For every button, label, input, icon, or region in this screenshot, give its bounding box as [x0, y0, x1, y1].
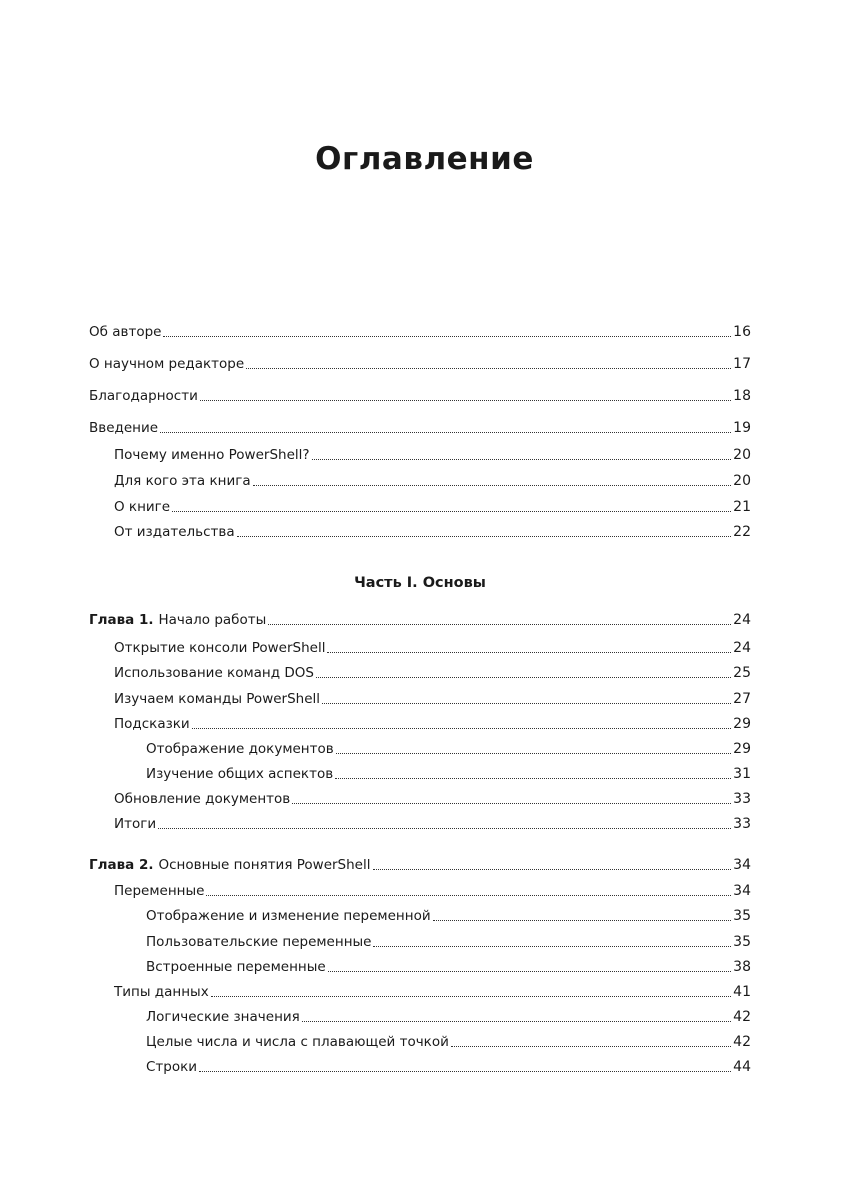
toc-entry-title: Встроенные переменные: [146, 959, 326, 975]
toc-subentry[interactable]: [89, 714, 751, 734]
toc-entry-title: Типы данных: [114, 984, 209, 1000]
table-of-contents: [89, 0, 751, 1200]
toc-subentry[interactable]: [89, 638, 751, 658]
chapter-label: Глава 1.: [89, 612, 154, 628]
toc-subentry[interactable]: [89, 471, 751, 491]
toc-entry-title: Обновление документов: [114, 791, 291, 807]
toc-entry-title: Основные понятия PowerShell: [158, 857, 371, 873]
dot-leader: [200, 399, 731, 401]
toc-entry-title: Отображение документов: [146, 741, 334, 757]
dot-leader: [192, 727, 731, 729]
dot-leader: [327, 651, 731, 653]
toc-entry-title: Начало работы: [158, 612, 267, 628]
toc-entry-title: Использование команд DOS: [114, 665, 314, 681]
toc-entry-page: 16: [733, 324, 751, 340]
toc-entry-title: От издательства: [114, 524, 235, 540]
toc-entry-page: 31: [733, 766, 751, 782]
toc-entry[interactable]: [89, 322, 751, 342]
toc-entry-page: 25: [733, 665, 751, 681]
dot-leader: [312, 458, 732, 460]
toc-entry-page: 21: [733, 499, 751, 515]
toc-entry-title: Изучение общих аспектов: [146, 766, 334, 782]
toc-subsubentry[interactable]: [89, 932, 751, 952]
part-heading: Часть I. Основы: [354, 575, 486, 591]
dot-leader: [373, 868, 732, 870]
toc-entry-page: 38: [733, 959, 751, 975]
dot-leader: [160, 431, 731, 433]
dot-leader: [451, 1045, 731, 1047]
toc-entry-page: 35: [733, 934, 751, 950]
toc-entry-page: 29: [733, 716, 751, 732]
dot-leader: [322, 702, 731, 704]
toc-entry-page: 35: [733, 908, 751, 924]
toc-chapter[interactable]: [89, 855, 751, 875]
dot-leader: [172, 510, 731, 512]
toc-entry-title: Итоги: [114, 816, 157, 832]
toc-entry-page: 17: [733, 356, 751, 372]
toc-entry-title: Открытие консоли PowerShell: [114, 640, 326, 656]
toc-subsubentry[interactable]: [89, 957, 751, 977]
toc-entry-title: Изучаем команды PowerShell: [114, 691, 321, 707]
toc-subentry[interactable]: [89, 982, 751, 1002]
toc-subentry[interactable]: [89, 881, 751, 901]
toc-entry-title: Введение: [89, 420, 159, 436]
toc-entry-page: 20: [733, 473, 751, 489]
toc-subentry[interactable]: [89, 445, 751, 465]
dot-leader: [237, 535, 732, 537]
toc-entry-title: Благодарности: [89, 388, 198, 404]
dot-leader: [199, 1070, 731, 1072]
toc-subentry[interactable]: [89, 497, 751, 517]
dot-leader: [163, 335, 731, 337]
toc-entry-title: Об авторе: [89, 324, 162, 340]
toc-subsubentry[interactable]: [89, 906, 751, 926]
toc-entry-page: 34: [733, 883, 751, 899]
dot-leader: [158, 827, 731, 829]
toc-entry-page: 20: [733, 447, 751, 463]
toc-subentry[interactable]: [89, 689, 751, 709]
toc-subentry[interactable]: [89, 814, 751, 834]
dot-leader: [316, 676, 731, 678]
toc-entry-page: 24: [733, 612, 751, 628]
toc-entry-page: 29: [733, 741, 751, 757]
toc-entry-title: Логические значения: [146, 1009, 300, 1025]
chapter-label: Глава 2.: [89, 857, 154, 873]
dot-leader: [206, 894, 731, 896]
toc-entry-title: Строки: [146, 1059, 198, 1075]
toc-entry-title: Почему именно PowerShell?: [114, 447, 310, 463]
toc-entry-page: 42: [733, 1009, 751, 1025]
dot-leader: [336, 752, 731, 754]
toc-entry[interactable]: [89, 354, 751, 374]
toc-entry-page: 33: [733, 816, 751, 832]
toc-entry-page: 18: [733, 388, 751, 404]
toc-entry-page: 19: [733, 420, 751, 436]
toc-subsubentry[interactable]: [89, 1007, 751, 1027]
toc-entry-page: 22: [733, 524, 751, 540]
toc-entry-page: 34: [733, 857, 751, 873]
toc-entry[interactable]: [89, 418, 751, 438]
toc-entry-title: Переменные: [114, 883, 205, 899]
toc-entry-page: 44: [733, 1059, 751, 1075]
dot-leader: [328, 970, 731, 972]
dot-leader: [211, 995, 731, 997]
dot-leader: [335, 777, 731, 779]
dot-leader: [373, 945, 731, 947]
dot-leader: [292, 802, 731, 804]
toc-subsubentry[interactable]: [89, 739, 751, 759]
toc-subsubentry[interactable]: [89, 764, 751, 784]
toc-chapter[interactable]: [89, 610, 751, 630]
toc-entry-title: Для кого эта книга: [114, 473, 251, 489]
dot-leader: [246, 367, 731, 369]
dot-leader: [253, 484, 732, 486]
toc-entry-title: Подсказки: [114, 716, 190, 732]
toc-entry-title: Отображение и изменение переменной: [146, 908, 431, 924]
dot-leader: [302, 1020, 731, 1022]
toc-entry-page: 41: [733, 984, 751, 1000]
toc-entry-page: 33: [733, 791, 751, 807]
dot-leader: [268, 623, 731, 625]
toc-entry[interactable]: [89, 386, 751, 406]
toc-entry-title: Целые числа и числа с плавающей точкой: [146, 1034, 449, 1050]
dot-leader: [433, 919, 732, 921]
toc-subentry[interactable]: [89, 663, 751, 683]
toc-entry-title: О научном редакторе: [89, 356, 245, 372]
toc-subentry[interactable]: [89, 789, 751, 809]
page-title: Оглавление: [315, 141, 534, 177]
toc-subentry[interactable]: [89, 522, 751, 542]
toc-entry-page: 24: [733, 640, 751, 656]
toc-entry-page: 42: [733, 1034, 751, 1050]
toc-subsubentry[interactable]: [89, 1032, 751, 1052]
toc-entry-title: Пользовательские переменные: [146, 934, 372, 950]
toc-entry-page: 27: [733, 691, 751, 707]
toc-subsubentry[interactable]: [89, 1057, 751, 1077]
toc-entry-title: О книге: [114, 499, 171, 515]
